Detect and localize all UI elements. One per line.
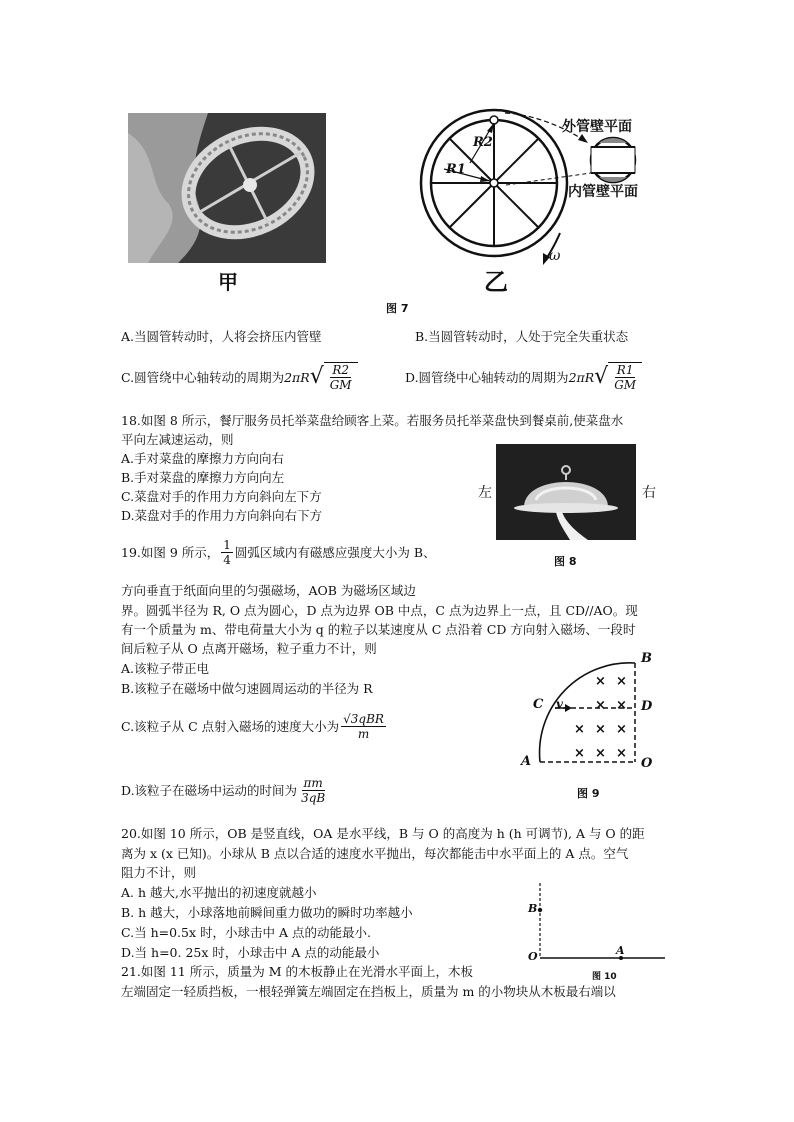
svg-text:×: × xyxy=(595,722,606,737)
q20-stem-line3: 阻力不计，则 xyxy=(121,865,197,880)
space-station-image xyxy=(128,113,326,263)
q21-stem-line2: 左端固定一轻质挡板，一根轻弹簧左端固定在挡板上，质量为 m 的小物块从木板最右端以 xyxy=(121,984,616,999)
q17-option-c-num: R2 xyxy=(332,363,349,377)
q20-stem-line1: 20.如图 10 所示，OB 是竖直线，OA 是水平线，B 与 O 的高度为 h (h 可调节), A 与 O 的距 xyxy=(121,826,645,841)
fig10-caption: 图 10 xyxy=(592,972,617,982)
fig7-label-r1: R1 xyxy=(446,162,466,177)
svg-text:×: × xyxy=(595,674,606,689)
q18-stem-line2: 平向左减速运动，则 xyxy=(121,432,234,447)
fig8-left-label: 左 xyxy=(478,485,492,501)
fig8-caption: 图 8 xyxy=(554,555,577,568)
q19-stem-line1-pre: 19.如图 9 所示， xyxy=(121,545,220,560)
q19-option-c-den: m xyxy=(357,727,370,741)
fig9-label-o: O xyxy=(641,756,653,771)
q17-option-c-coef: 2πR xyxy=(284,369,310,385)
fig7-caption: 图 7 xyxy=(386,302,409,315)
q19-stem-line1 xyxy=(121,538,436,567)
q17-option-d-text: D.圆管绕中心轴转动的周期为 xyxy=(405,369,569,385)
q21-stem-line1: 21.如图 11 所示，质量为 M 的木板静止在光滑水平面上，木板 xyxy=(121,964,473,979)
q19-option-c-num: √3qBR xyxy=(343,712,384,726)
field-crosses xyxy=(574,674,627,761)
fig9-caption: 图 9 xyxy=(577,787,600,800)
q17-option-d-den: GM xyxy=(614,378,637,392)
fig9-label-b: B xyxy=(641,651,652,666)
q17-option-a: A.当圆管转动时，人将会挤压内管壁 xyxy=(121,329,322,344)
q17-option-d-sqrt: √ $\frac{R1}{GM}$ xyxy=(594,362,642,392)
fig10-label-b: B xyxy=(528,902,538,915)
fig7-label-outer-wall: 外管壁平面 xyxy=(562,119,632,135)
q17-option-d-num: R1 xyxy=(616,363,634,377)
q18-option-c: C.菜盘对手的作用力方向斜向左下方 xyxy=(121,489,322,504)
fig7-label-omega: ω xyxy=(549,248,561,264)
space-station-photo xyxy=(128,113,326,263)
q19-option-d xyxy=(121,776,329,805)
projectile-diagram xyxy=(520,878,670,963)
q17-option-c-text: C.圆管绕中心轴转动的周期为 xyxy=(121,369,285,385)
fig7-label-r2: R2 xyxy=(473,135,493,150)
q20-option-d: D.当 h=0. 25x 时，小球击中 A 点的动能最小 xyxy=(121,945,380,960)
q20-option-b: B. h 越大，小球落地前瞬间重力做功的瞬时功率越小 xyxy=(121,905,413,920)
q18-option-d: D.菜盘对手的作用力方向斜向右下方 xyxy=(121,508,323,523)
q17-option-d xyxy=(405,362,642,392)
fig9-label-c: C xyxy=(533,697,544,712)
q19-frac-num: 1 xyxy=(223,538,231,552)
q19-stem-line4: 有一个质量为 m、带电荷量大小为 q 的粒子以某速度从 C 点沿着 CD 方向射入磁场、一段时 xyxy=(121,622,636,637)
svg-text:×: × xyxy=(616,722,627,737)
q18-option-a: A.手对菜盘的摩擦力方向向右 xyxy=(121,451,285,466)
q17-option-c xyxy=(121,362,358,392)
q19-option-d-num: πm xyxy=(303,776,323,790)
fig8-right-label: 右 xyxy=(642,485,656,501)
svg-text:×: × xyxy=(616,674,627,689)
q19-stem-line2: 方向垂直于纸面向里的匀强磁场，AOB 为磁场区域边 xyxy=(121,583,416,598)
q17-option-c-sqrt: √ $\frac{R2}{GM}$ xyxy=(310,362,358,392)
serving-tray-image xyxy=(496,444,636,540)
fig9-label-d: D xyxy=(641,699,653,714)
q19-option-b: B.该粒子在磁场中做匀速圆周运动的半径为 R xyxy=(121,681,373,696)
q19-option-d-den: 3qB xyxy=(301,791,326,805)
fig10-label-o: O xyxy=(528,950,538,963)
q19-stem-line5: 间后粒子从 O 点离开磁场，粒子重力不计，则 xyxy=(121,641,377,656)
q18-option-b: B.手对菜盘的摩擦力方向向左 xyxy=(121,470,285,485)
q19-stem-line1-post: 圆弧区域内有磁感应强度大小为 B、 xyxy=(234,545,436,560)
q17-option-b: B.当圆管转动时，人处于完全失重状态 xyxy=(415,329,629,344)
svg-text:×: × xyxy=(595,698,606,713)
q19-option-d-text: D.该粒子在磁场中运动的时间为 xyxy=(121,783,298,798)
svg-text:×: × xyxy=(616,746,627,761)
svg-text:×: × xyxy=(595,746,606,761)
q20-option-c: C.当 h=0.5x 时，小球击中 A 点的动能最小. xyxy=(121,925,371,940)
svg-text:×: × xyxy=(574,722,585,737)
q18-stem-line1: 18.如图 8 所示，餐厅服务员托举菜盘给顾客上菜。若服务员托举菜盘快到餐桌前,使菜盘水 xyxy=(121,413,624,428)
fig9-label-v: v xyxy=(556,697,563,711)
fig9-label-a: A xyxy=(521,754,532,769)
svg-text:×: × xyxy=(574,746,585,761)
q19-option-a: A.该粒子带正电 xyxy=(121,661,210,676)
q17-option-c-den: GM xyxy=(329,378,352,392)
fig7-right-label: 乙 xyxy=(484,268,508,296)
serving-tray-photo xyxy=(496,444,636,540)
q19-option-c-text: C.该粒子从 C 点射入磁场的速度大小为 xyxy=(121,719,340,734)
q20-option-a: A. h 越大,水平抛出的初速度就越小 xyxy=(121,885,317,900)
svg-text:×: × xyxy=(616,698,627,713)
fig7-label-inner-wall: 内管壁平面 xyxy=(568,184,638,200)
q20-stem-line2: 离为 x (x 已知)。小球从 B 点以合适的速度水平抛出，每次都能击中水平面上的 A 点。空气 xyxy=(121,846,629,861)
q19-option-c xyxy=(121,712,388,741)
q17-option-d-coef: 2πR xyxy=(568,369,595,385)
fig7-left-label: 甲 xyxy=(218,270,238,294)
q19-frac-den: 4 xyxy=(223,553,231,567)
fig10-label-a: A xyxy=(616,944,625,957)
q19-stem-line3: 界。圆弧半径为 R, O 点为圆心，D 点为边界 OB 中点，C 点为边界上一点，且 CD//AO。现 xyxy=(121,603,638,618)
